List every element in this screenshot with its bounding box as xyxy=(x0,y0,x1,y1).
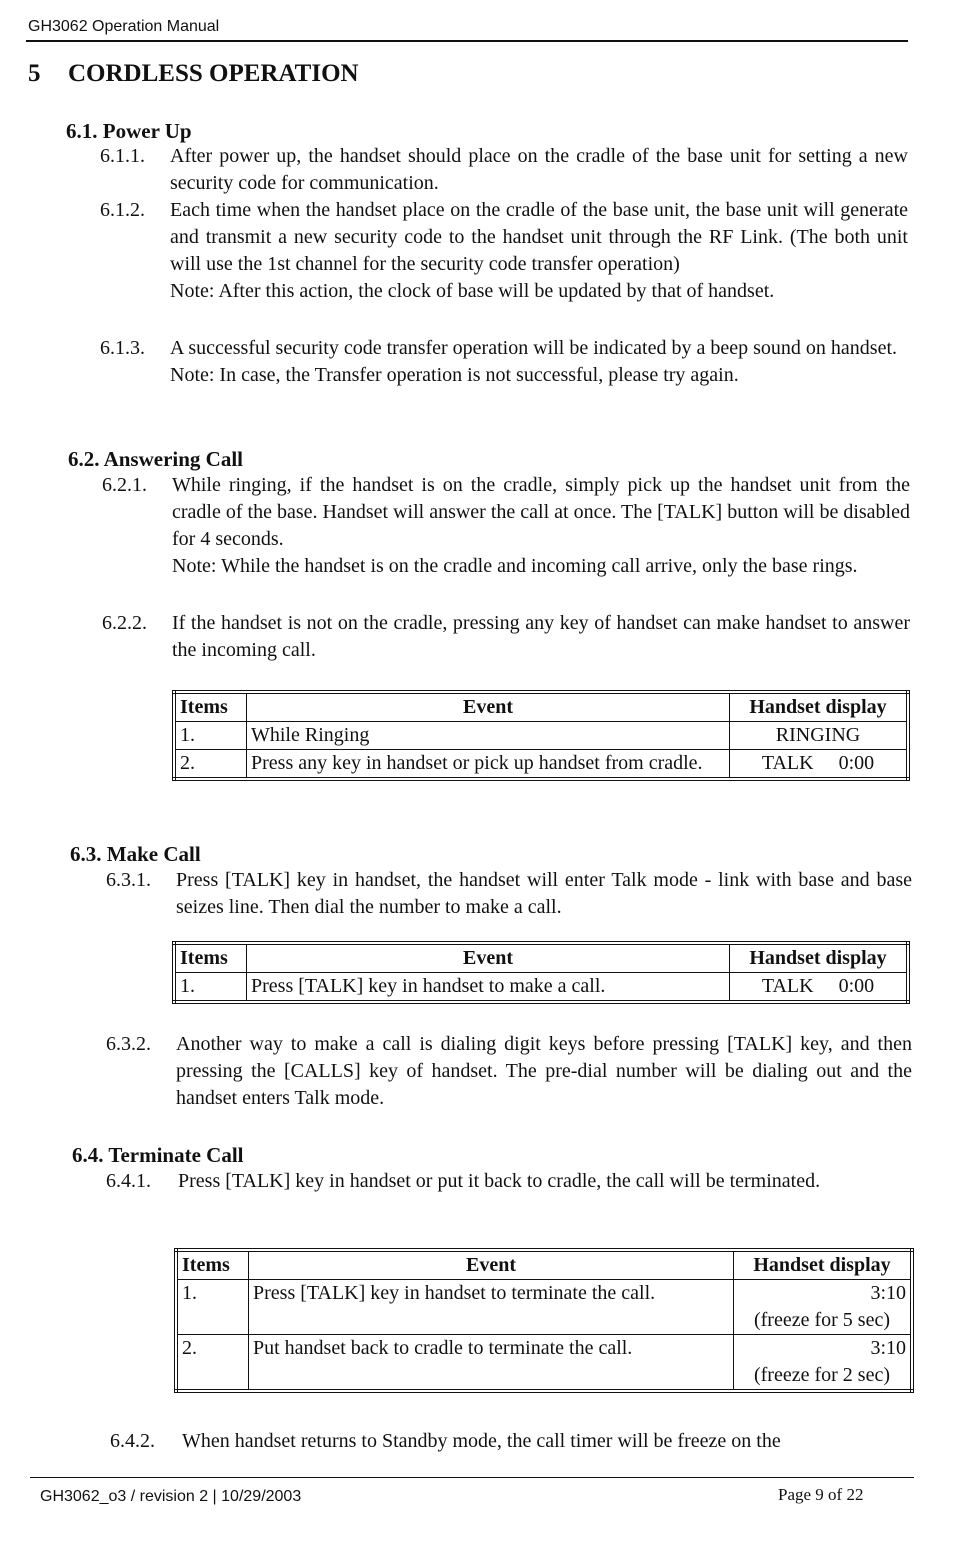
table-cell: RINGING xyxy=(730,722,909,750)
item-text: While ringing, if the handset is on the cradle, simply pick up the handset unit from the cradle of the base. Handset will answer the call at once. The [TALK] button will be disabled for 4 seconds. xyxy=(172,474,910,550)
column-header: Event xyxy=(247,692,730,722)
item-text: A successful security code transfer operation will be indicated by a beep sound on handset. xyxy=(170,337,898,359)
table-cell: 2. xyxy=(174,750,247,780)
item-number: 6.2.2. xyxy=(102,612,147,634)
item-note: Note: While the handset is on the cradle and incoming call arrive, only the base rings. xyxy=(172,555,858,577)
table-cell: 1. xyxy=(176,1280,249,1335)
table-cell: 2. xyxy=(176,1335,249,1392)
table-cell: Press any key in handset or pick up handset from cradle. xyxy=(247,750,730,780)
column-header: Items xyxy=(174,943,247,973)
table-cell xyxy=(734,1335,913,1392)
chapter-heading xyxy=(28,60,359,88)
table-cell: Put handset back to cradle to terminate the call. xyxy=(249,1335,734,1392)
item-number: 6.1.1. xyxy=(100,145,145,167)
footer-doc-ref: GH3062_o3 / revision 2 | 10/29/2003 xyxy=(40,1488,302,1505)
item-number: 6.2.1. xyxy=(102,474,147,496)
section-heading-6-3: 6.3. Make Call xyxy=(70,842,201,866)
list-item xyxy=(106,867,912,921)
terminate-call-table xyxy=(174,1248,914,1393)
list-item xyxy=(102,610,910,664)
table-row xyxy=(174,973,908,1003)
list-item xyxy=(100,143,908,197)
item-number: 6.3.2. xyxy=(106,1033,151,1055)
list-item xyxy=(100,335,908,419)
column-header: Handset display xyxy=(730,943,909,973)
display-value: 3:10 xyxy=(870,1337,906,1359)
table-cell: Press [TALK] key in handset to make a call. xyxy=(247,973,730,1003)
running-header: GH3062 Operation Manual xyxy=(28,18,220,35)
column-header: Event xyxy=(247,943,730,973)
item-text: If the handset is not on the cradle, pressing any key of handset can make handset to answer the incoming call. xyxy=(172,612,910,661)
chapter-number: 5 xyxy=(28,60,41,87)
item-note: Note: After this action, the clock of base will be updated by that of handset. xyxy=(170,280,775,302)
table-cell: 1. xyxy=(174,722,247,750)
table-header-row xyxy=(176,1250,912,1280)
table-cell: 1. xyxy=(174,973,247,1003)
header-rule xyxy=(26,40,908,42)
column-header: Items xyxy=(176,1250,249,1280)
item-text: Each time when the handset place on the cradle of the base unit, the base unit will generate and transmit a new security code to the handset unit through the RF Link. (The both unit will use the 1st channel for the security code transfer operation) xyxy=(170,199,908,275)
list-item xyxy=(106,1031,912,1112)
item-number: 6.4.1. xyxy=(106,1170,151,1192)
display-note: (freeze for 2 sec) xyxy=(753,1364,890,1386)
list-item xyxy=(110,1428,914,1455)
item-text: Another way to make a call is dialing digit keys before pressing [TALK] key, and then pressing the [CALLS] key of handset. The pre-dial number will be dialing out and the handset enters Talk mode. xyxy=(176,1033,912,1109)
table-cell: TALK 0:00 xyxy=(730,973,909,1003)
table-row xyxy=(174,722,908,750)
column-header: Event xyxy=(249,1250,734,1280)
section-heading-6-4: 6.4. Terminate Call xyxy=(72,1143,244,1167)
footer-rule xyxy=(30,1477,914,1478)
column-header: Handset display xyxy=(730,692,909,722)
table-row xyxy=(176,1280,912,1335)
item-text: Press [TALK] key in handset, the handset will enter Talk mode - link with base and base seizes line. Then dial the number to make a call. xyxy=(176,869,912,918)
display-value: 3:10 xyxy=(870,1282,906,1304)
item-text: When handset returns to Standby mode, the call timer will be freeze on the xyxy=(182,1430,781,1452)
column-header: Handset display xyxy=(734,1250,913,1280)
table-cell xyxy=(734,1280,913,1335)
list-item xyxy=(100,197,908,335)
table-row xyxy=(176,1335,912,1392)
item-text: Press [TALK] key in handset or put it back to cradle, the call will be terminated. xyxy=(178,1170,821,1192)
item-number: 6.1.3. xyxy=(100,337,145,359)
section-heading-6-1: 6.1. Power Up xyxy=(66,119,192,143)
table-cell: TALK 0:00 xyxy=(730,750,909,780)
table-cell: Press [TALK] key in handset to terminate the call. xyxy=(249,1280,734,1335)
section-heading-6-2: 6.2. Answering Call xyxy=(68,447,244,471)
answering-call-table xyxy=(172,690,910,781)
item-text: After power up, the handset should place on the cradle of the base unit for setting a new security code for communication. xyxy=(170,145,908,194)
item-number: 6.4.2. xyxy=(110,1430,155,1452)
list-item xyxy=(102,472,910,610)
table-cell: While Ringing xyxy=(247,722,730,750)
item-number: 6.3.1. xyxy=(106,869,151,891)
item-number: 6.1.2. xyxy=(100,199,145,221)
table-header-row xyxy=(174,943,908,973)
table-header-row xyxy=(174,692,908,722)
item-note: Note: In case, the Transfer operation is not successful, please try again. xyxy=(170,364,739,386)
table-row xyxy=(174,750,908,780)
make-call-table xyxy=(172,941,910,1004)
chapter-title: CORDLESS OPERATION xyxy=(68,60,359,87)
list-item xyxy=(106,1168,912,1222)
display-note: (freeze for 5 sec) xyxy=(753,1309,890,1331)
page-number: Page 9 of 22 xyxy=(778,1485,864,1504)
column-header: Items xyxy=(174,692,247,722)
